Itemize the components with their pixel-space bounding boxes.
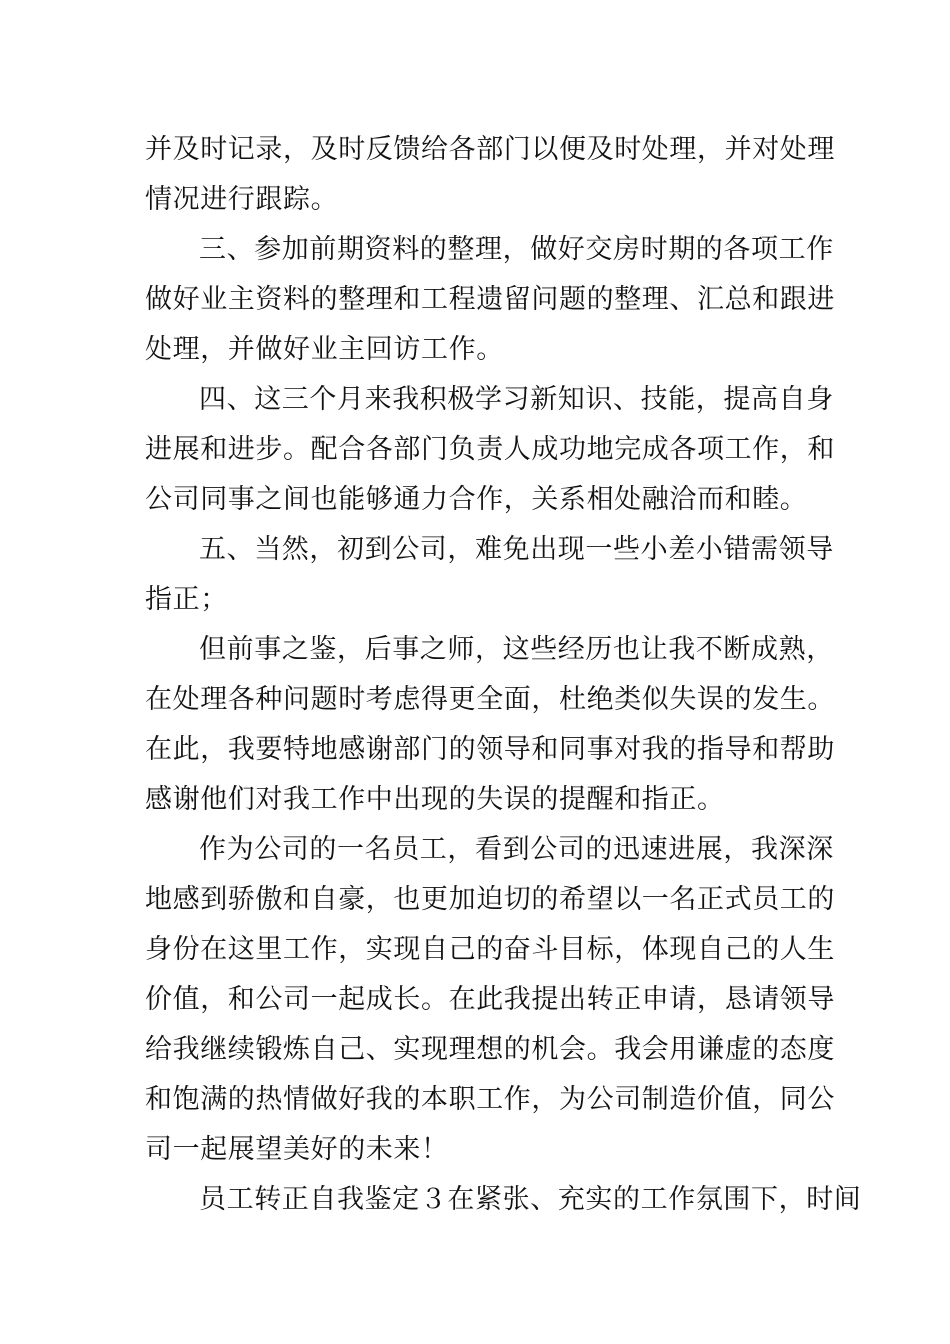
text-line: 作为公司的一名员工，看到公司的迅速进展，我深深	[199, 834, 834, 865]
text-line: 在此，我要特地感谢部门的领导和同事对我的指导和帮助	[145, 734, 835, 765]
text-line: 三、参加前期资料的整理，做好交房时期的各项工作	[199, 234, 834, 265]
text-line: 给我继续锻炼自己、实现理想的机会。我会用谦虚的态度	[145, 1034, 835, 1065]
text-line: 身份在这里工作，实现自己的奋斗目标，体现自己的人生	[145, 934, 835, 965]
text-line: 进展和进步。配合各部门负责人成功地完成各项工作，和	[145, 434, 835, 465]
text-line: 价值，和公司一起成长。在此我提出转正申请，恳请领导	[145, 984, 835, 1015]
text-line: 在处理各种问题时考虑得更全面，杜绝类似失误的发生。	[145, 684, 835, 715]
text-line: 司一起展望美好的未来！	[145, 1134, 449, 1165]
text-line: 和饱满的热情做好我的本职工作，为公司制造价值，同公	[145, 1084, 835, 1115]
text-line: 感谢他们对我工作中出现的失误的提醒和指正。	[145, 784, 725, 815]
text-line: 五、当然，初到公司，难免出现一些小差小错需领导	[199, 534, 834, 565]
text-line: 情况进行跟踪。	[145, 184, 339, 215]
text-line: 做好业主资料的整理和工程遗留问题的整理、汇总和跟进	[145, 284, 835, 315]
text-line: 地感到骄傲和自豪，也更加迫切的希望以一名正式员工的	[145, 884, 835, 915]
text-line: 但前事之鉴，后事之师，这些经历也让我不断成熟，	[199, 634, 834, 665]
text-line: 公司同事之间也能够通力合作，关系相处融洽而和睦。	[145, 484, 808, 515]
text-line: 处理，并做好业主回访工作。	[145, 334, 504, 365]
text-line: 员工转正自我鉴定３在紧张、充实的工作氛围下，时间	[199, 1184, 862, 1215]
text-line: 并及时记录，及时反馈给各部门以便及时处理，并对处理	[145, 134, 835, 165]
text-line: 指正；	[145, 584, 228, 615]
text-line: 四、这三个月来我积极学习新知识、技能，提高自身	[199, 384, 834, 415]
